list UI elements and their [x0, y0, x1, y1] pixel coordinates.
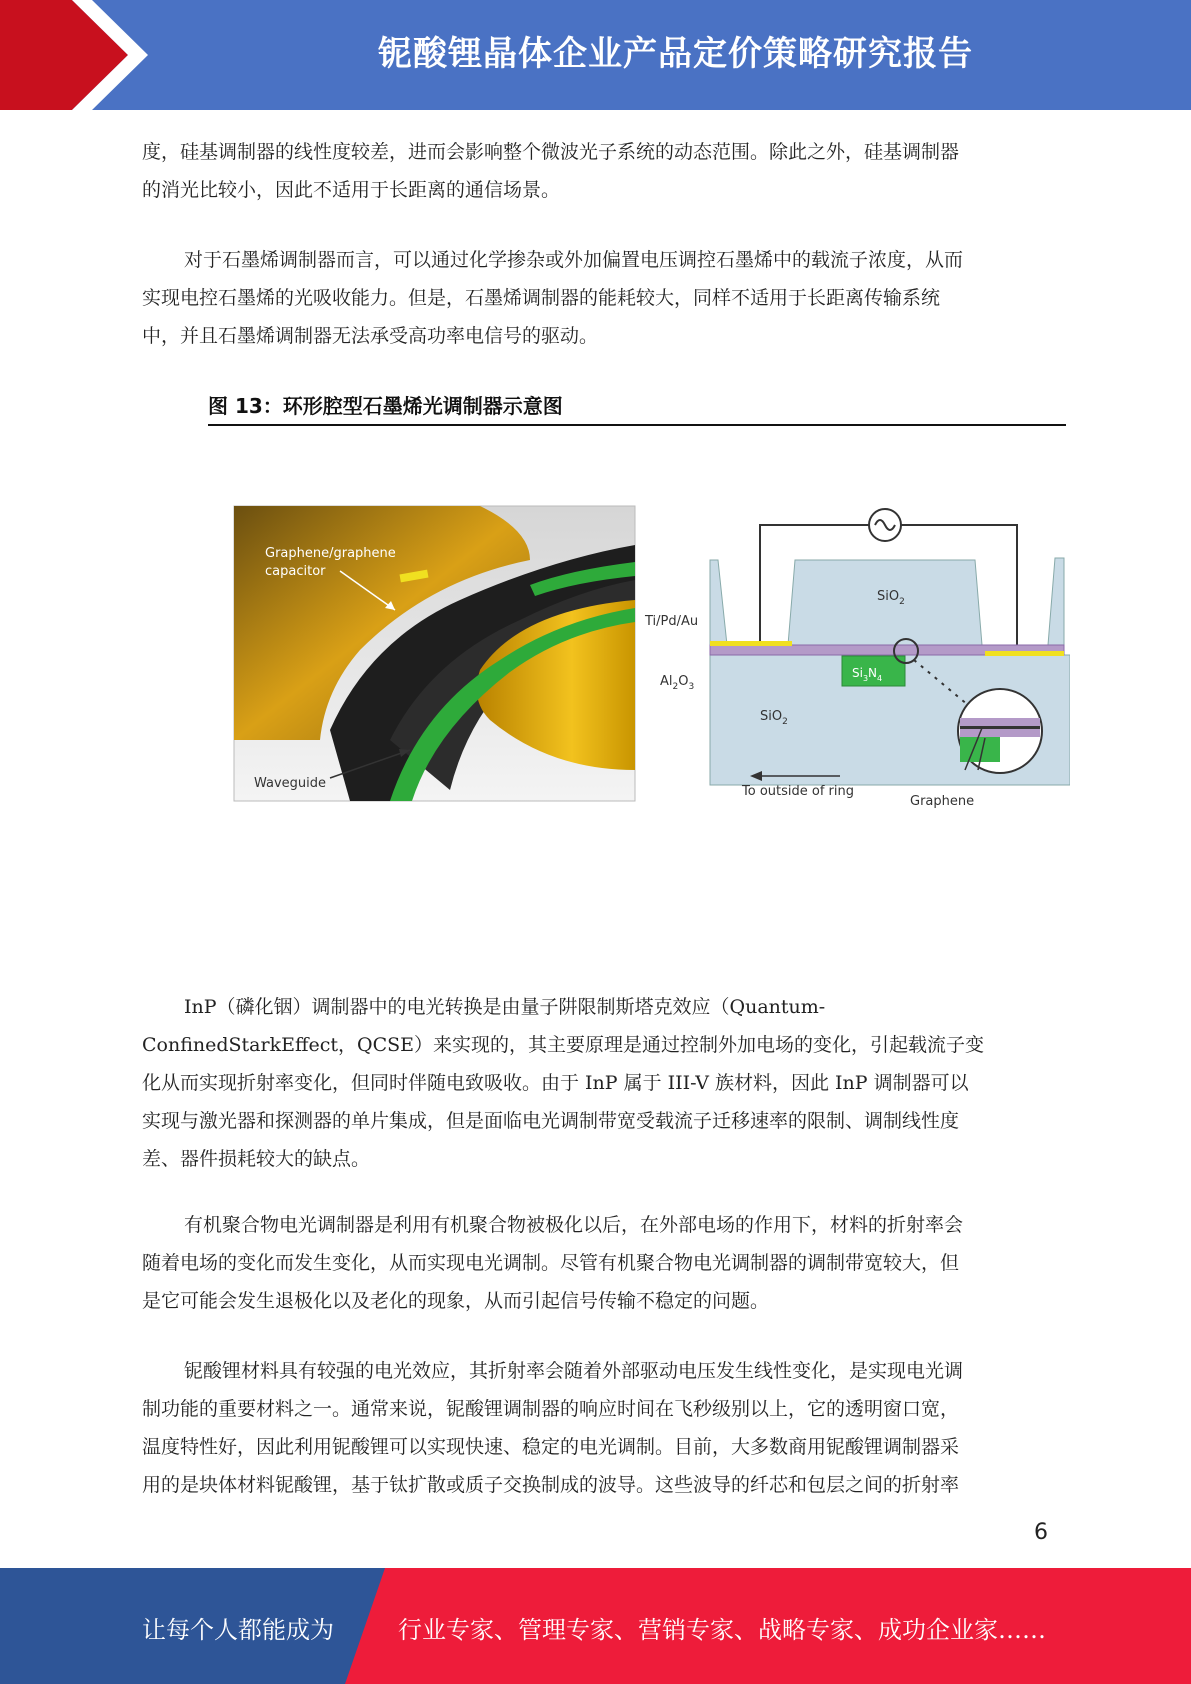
al2o3-label-o: O [678, 674, 689, 689]
figure-caption: 图 13：环形腔型石墨烯光调制器示意图 [208, 390, 1066, 426]
footer-slogan-left: 让每个人都能成为 [142, 1616, 334, 1644]
sio2-bottom-label: SiO [760, 709, 783, 724]
al2o3-subscript-2: 3 [688, 682, 695, 692]
text-line: 温度特性好，因此利用铌酸锂可以实现快速、稳定的电光调制。目前，大多数商用铌酸锂调制器采 [142, 1436, 960, 1458]
al2o3-subscript-1: 2 [672, 682, 679, 692]
graphene-capacitor-label: Graphene/graphene [265, 546, 396, 561]
text-line: 差、器件损耗较大的缺点。 [142, 1148, 371, 1170]
sio2-top-subscript: 2 [899, 597, 905, 607]
paragraph-5 [142, 1352, 1047, 1504]
paragraph-4 [142, 1206, 1047, 1320]
si3n4-subscript-2: 4 [877, 674, 883, 683]
si3n4-subscript-1: 3 [862, 674, 869, 683]
svg-text:Al2O3 [660, 674, 694, 692]
graphene-capacitor-label-2: capacitor [265, 564, 326, 579]
text-line: InP（磷化铟）调制器中的电光转换是由量子阱限制斯塔克效应（Quantum- [184, 996, 826, 1018]
waveguide-label: Waveguide [254, 776, 327, 791]
text-line: 用的是块体材料铌酸锂，基于钛扩散或质子交换制成的波导。这些波导的纤芯和包层之间的折射率 [142, 1474, 960, 1496]
paragraph-3 [142, 988, 1047, 1178]
text-line: 制功能的重要材料之一。通常来说，铌酸锂调制器的响应时间在飞秒级别以上，它的透明窗口宽， [142, 1398, 960, 1420]
text-line: 随着电场的变化而发生变化，从而实现电光调制。尽管有机聚合物电光调制器的调制带宽较大，但 [142, 1252, 960, 1274]
sio2-top-label: SiO [877, 589, 900, 604]
text-line: 度，硅基调制器的线性度较差，进而会影响整个微波光子系统的动态范围。除此之外，硅基调制器 [142, 141, 960, 163]
text-line: 有机聚合物电光调制器是利用有机聚合物被极化以后，在外部电场的作用下，材料的折射率会 [184, 1214, 964, 1236]
text-line: 化从而实现折射率变化，但同时伴随电致吸收。由于 InP 属于 III-V 族材料，因此 InP 调制器可以 [142, 1072, 969, 1094]
text-line: 中，并且石墨烯调制器无法承受高功率电信号的驱动。 [142, 325, 599, 347]
page-header [0, 0, 1191, 110]
text-line: 实现与激光器和探测器的单片集成，但是面临电光调制带宽受载流子迁移速率的限制、调制线性度 [142, 1110, 960, 1132]
page-footer [0, 1568, 1191, 1684]
al2o3-label: Al [660, 674, 673, 689]
page-number: 6 [1034, 1520, 1048, 1545]
si3n4-label-n: N [868, 666, 878, 680]
report-title: 铌酸锂晶体企业产品定价策略研究报告 [378, 34, 973, 74]
paragraph-1 [142, 133, 1047, 209]
text-line: ConfinedStarkEffect，QCSE）来实现的，其主要原理是通过控制外加电场的变化，引起载流子变 [142, 1034, 984, 1056]
ring-modulator-figure [230, 500, 1070, 820]
text-line: 对于石墨烯调制器而言，可以通过化学掺杂或外加偏置电压调控石墨烯中的载流子浓度，从而 [184, 249, 964, 271]
tipdau-label: Ti/Pd/Au [645, 614, 699, 629]
paragraph-2 [142, 241, 1047, 355]
footer-slogan-right: 行业专家、管理专家、营销专家、战略专家、成功企业家…… [398, 1616, 1046, 1644]
outside-ring-label: To outside of ring [742, 784, 854, 799]
text-line: 的消光比较小，因此不适用于长距离的通信场景。 [142, 179, 561, 201]
si3n4-label: Si [852, 666, 863, 680]
text-line: 是它可能会发生退极化以及老化的现象，从而引起信号传输不稳定的问题。 [142, 1290, 770, 1312]
left-3d-render [234, 506, 635, 801]
cross-section-diagram [644, 509, 1070, 809]
text-line: 实现电控石墨烯的光吸收能力。但是，石墨烯调制器的能耗较大，同样不适用于长距离传输系统 [142, 287, 941, 309]
header-chevron-icon [0, 0, 150, 110]
graphene-label: Graphene [910, 794, 975, 809]
text-line: 铌酸锂材料具有较强的电光效应，其折射率会随着外部驱动电压发生线性变化，是实现电光调 [184, 1360, 964, 1382]
sio2-bottom-subscript: 2 [782, 717, 788, 727]
